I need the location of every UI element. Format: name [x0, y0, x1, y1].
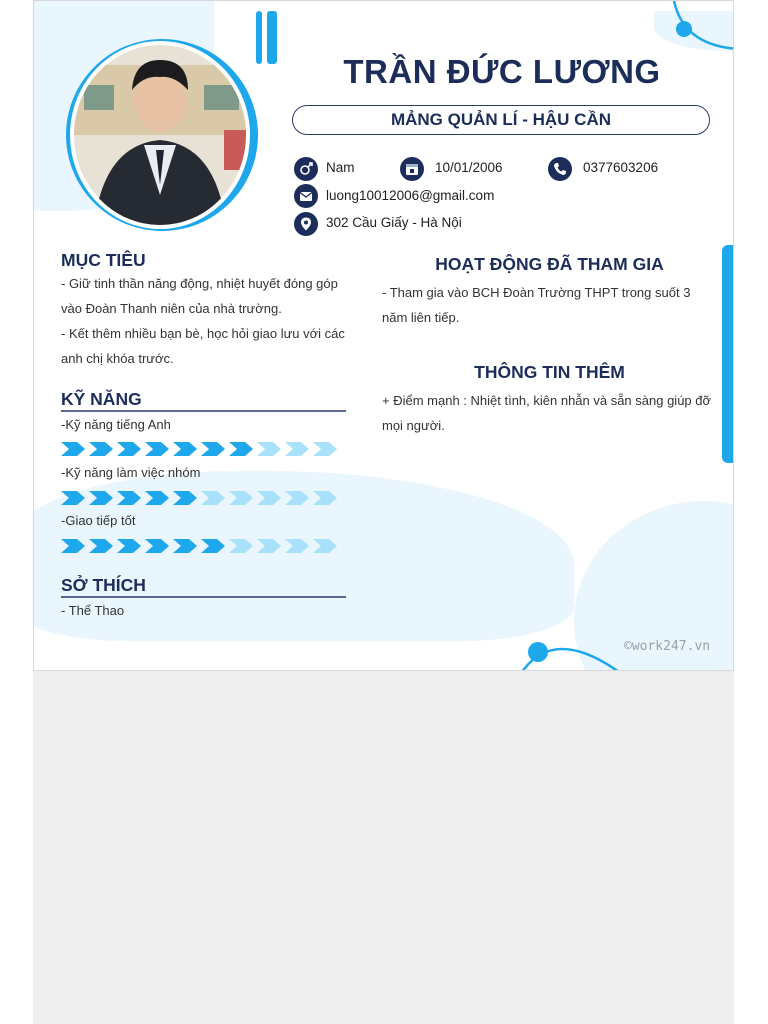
email-icon — [294, 184, 318, 208]
objective-line: vào Đoàn Thanh niên của nhà trường. — [61, 301, 282, 316]
role-badge: MẢNG QUẢN LÍ - HẬU CẦN — [292, 105, 710, 135]
activities-heading: HOẠT ĐỘNG ĐÃ THAM GIA — [435, 254, 664, 274]
skills-heading: KỸ NĂNG — [61, 389, 142, 409]
activities-line: - Tham gia vào BCH Đoàn Trường THPT trong suốt 3 — [382, 285, 691, 300]
skill-label: -Kỹ năng tiếng Anh — [61, 417, 171, 432]
extra-text — [382, 388, 727, 438]
objective-line: - Giữ tinh thần năng động, nhiệt huyết đóng góp — [61, 276, 338, 291]
skill-chevron-empty — [257, 442, 281, 456]
gender-text: Nam — [326, 160, 355, 175]
skill-chevron-empty — [313, 491, 337, 505]
skill-chevron-filled — [145, 442, 169, 456]
skill-label: -Kỹ năng làm việc nhóm — [61, 465, 201, 480]
watermark: ©work247.vn — [624, 639, 711, 654]
objective-text — [61, 271, 361, 371]
skill-chevron-filled — [89, 442, 113, 456]
activities-line: năm liên tiếp. — [382, 310, 460, 325]
avatar — [70, 41, 250, 229]
skill-chevron-filled — [201, 442, 225, 456]
skill-chevron-empty — [257, 539, 281, 553]
skill-chevron-filled — [145, 539, 169, 553]
skill-chevron-filled — [61, 539, 85, 553]
skill-chevron-filled — [117, 442, 141, 456]
hobbies-text: - Thể Thao — [61, 603, 125, 618]
candidate-name: TRẦN ĐỨC LƯƠNG — [343, 53, 661, 90]
phone-text: 0377603206 — [583, 160, 659, 175]
skill-level-bar — [61, 441, 341, 457]
skill-chevron-filled — [61, 442, 85, 456]
skill-chevron-filled — [117, 491, 141, 505]
skill-chevron-filled — [89, 491, 113, 505]
skill-chevron-empty — [285, 442, 309, 456]
decor-bar — [267, 11, 277, 64]
dob-text: 10/01/2006 — [435, 160, 503, 175]
decor-arc — [664, 1, 734, 56]
skill-chevron-filled — [173, 442, 197, 456]
skill-chevron-filled — [117, 539, 141, 553]
objective-line: - Kết thêm nhiều bạn bè, học hỏi giao lưu với các — [61, 326, 345, 341]
decor-bar — [256, 11, 262, 64]
objective-line: anh chị khóa trước. — [61, 351, 174, 366]
hobbies-heading: SỞ THÍCH — [61, 575, 146, 595]
objective-heading: MỤC TIÊU — [61, 250, 146, 270]
skill-chevron-filled — [201, 539, 225, 553]
extra-line: mọi người. — [382, 418, 445, 433]
skill-chevron-filled — [145, 491, 169, 505]
skill-chevron-empty — [201, 491, 225, 505]
skill-chevron-filled — [229, 442, 253, 456]
phone-icon — [548, 157, 572, 181]
cv-page — [33, 0, 734, 671]
extra-line: + Điểm mạnh : Nhiệt tình, kiên nhẫn và sẵn sàng giúp đỡ — [382, 393, 712, 408]
skill-chevron-empty — [285, 539, 309, 553]
skill-chevron-empty — [313, 539, 337, 553]
page-background — [33, 671, 734, 1024]
skill-chevron-empty — [285, 491, 309, 505]
location-icon — [294, 212, 318, 236]
address-text: 302 Cầu Giấy - Hà Nội — [326, 215, 462, 230]
skill-chevron-filled — [89, 539, 113, 553]
calendar-icon — [400, 157, 424, 181]
skill-level-bar — [61, 538, 341, 554]
skill-chevron-empty — [229, 539, 253, 553]
skill-level-bar — [61, 490, 341, 506]
skill-chevron-filled — [173, 491, 197, 505]
skill-chevron-empty — [229, 491, 253, 505]
skill-chevron-empty — [257, 491, 281, 505]
skill-chevron-filled — [61, 491, 85, 505]
skill-chevron-empty — [313, 442, 337, 456]
email-text: luong10012006@gmail.com — [326, 188, 495, 203]
extra-heading: THÔNG TIN THÊM — [474, 362, 625, 382]
skill-label: -Giao tiếp tốt — [61, 513, 136, 528]
skill-chevron-filled — [173, 539, 197, 553]
gender-icon — [294, 157, 318, 181]
activities-text — [382, 280, 722, 330]
decor-arc — [514, 631, 634, 671]
